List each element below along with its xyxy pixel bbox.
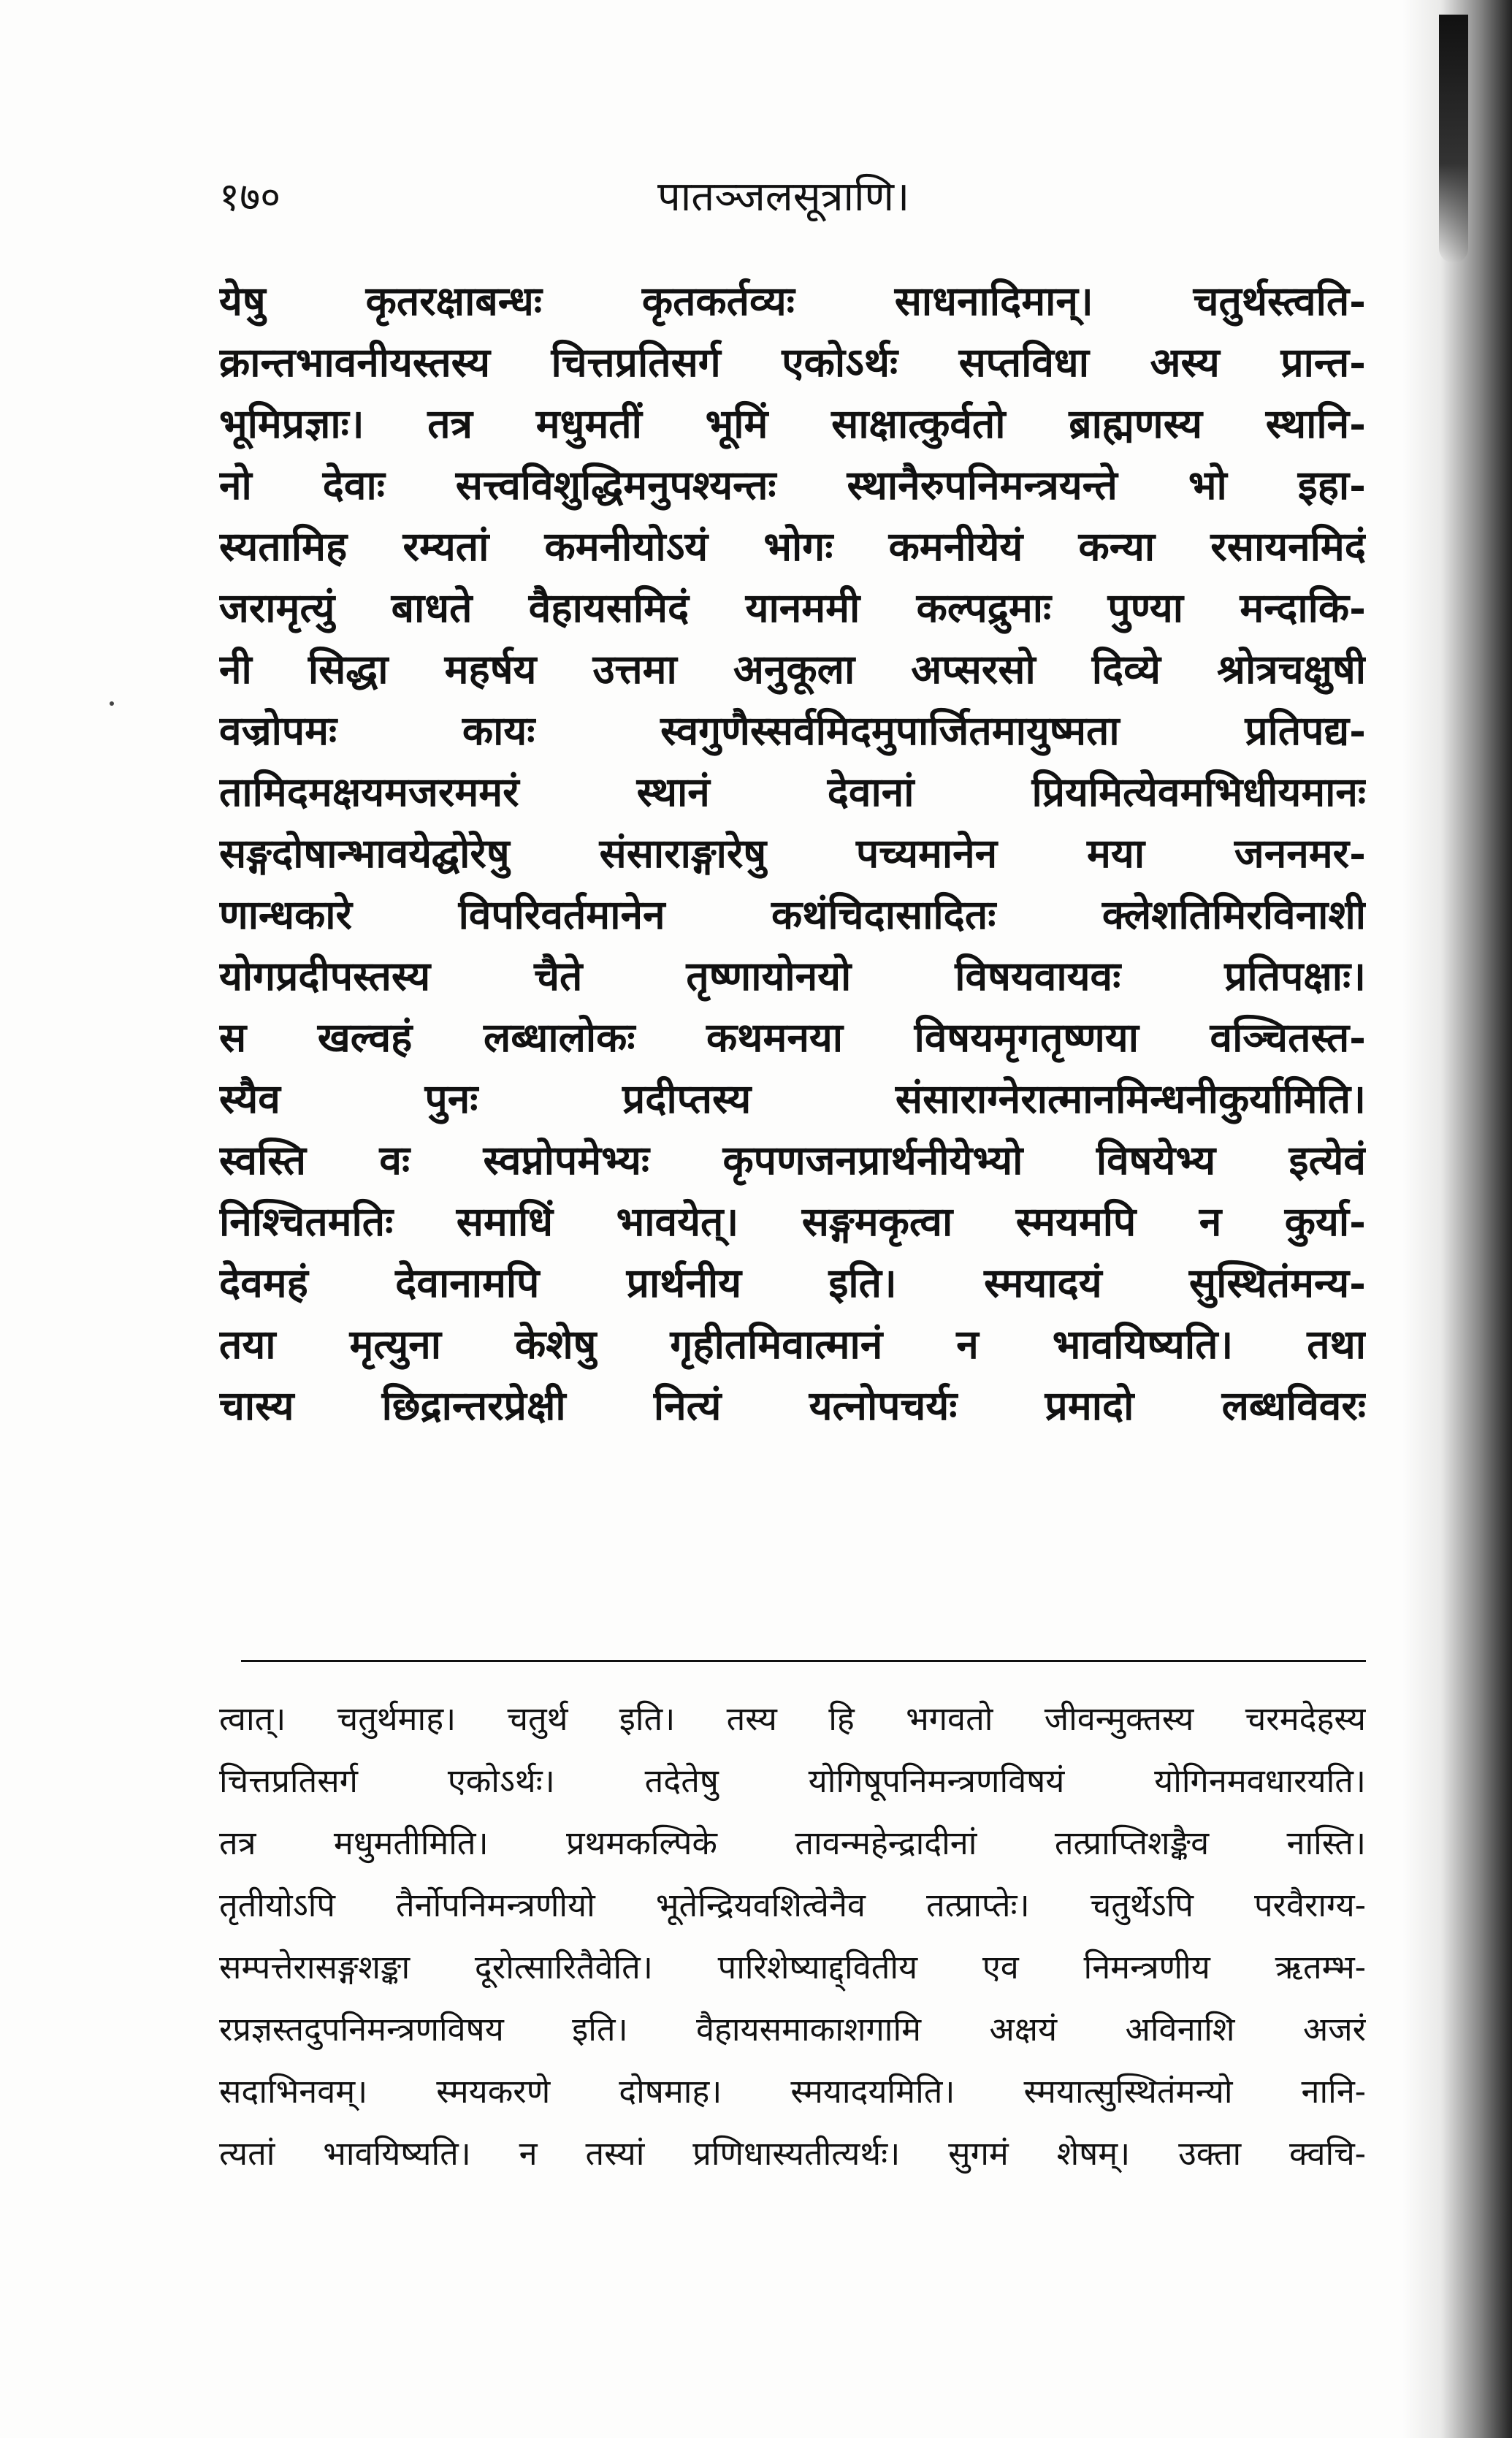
main-text-block xyxy=(219,270,1366,1436)
main-text-line: निश्चितमतिः समाधिं भावयेत्। सङ्गमकृत्वा स्मयमपि न कुर्या- xyxy=(219,1197,1366,1245)
commentary-block xyxy=(219,1688,1366,2184)
commentary-line: त्वात्। चतुर्थमाह। चतुर्थ इति। तस्य हि भगवतो जीवन्मुक्तस्य चरमदेहस्य xyxy=(219,1699,1366,1738)
main-text-line: णान्धकारे विपरिवर्तमानेन कथंचिदासादितः क्लेशतिमिरविनाशी xyxy=(219,891,1366,938)
commentary-line: चित्तप्रतिसर्ग एकोऽर्थः। तदेतेषु योगिषूपनिमन्त्रणविषयं योगिनमवधारयति। xyxy=(219,1761,1366,1800)
main-text-line: स खल्वहं लब्धालोकः कथमनया विषयमृगतृष्णया वञ्चितस्त- xyxy=(219,1013,1366,1061)
main-text-line: स्यैव पुनः प्रदीप्तस्य संसाराग्नेरात्मानमिन्धनीकुर्यामिति। xyxy=(219,1075,1366,1122)
running-title: पातञ्जलसूत्राणि। xyxy=(657,173,910,221)
main-text-line: स्यतामिह रम्यतां कमनीयोऽयं भोगः कमनीयेयं कन्या रसायनमिदं xyxy=(219,522,1366,570)
commentary-line: त्यतां भावयिष्यति। न तस्यां प्रणिधास्यतीत्यर्थः। सुगमं शेषम्। उक्ता क्वचि- xyxy=(219,2134,1366,2173)
main-text-line: क्रान्तभावनीयस्तस्य चित्तप्रतिसर्ग एकोऽर्थः सप्तविधा अस्य प्रान्त- xyxy=(219,338,1366,386)
main-text-line: वज्रोपमः कायः स्वगुणैस्सर्वमिदमुपार्जितमायुष्मता प्रतिपद्य- xyxy=(219,706,1366,754)
commentary-line: सम्पत्तेरासङ्गशङ्का दूरोत्सारितैवेति। पारिशेष्याद्द्वितीय एव निमन्त्रणीय ऋतम्भ- xyxy=(219,1948,1366,1986)
running-head xyxy=(219,164,1359,230)
main-text-line: चास्य छिद्रान्तरप्रेक्षी नित्यं यत्नोपचर्यः प्रमादो लब्धविवरः xyxy=(219,1382,1366,1429)
commentary-line: तत्र मधुमतीमिति। प्रथमकल्पिके तावन्महेन्द्रादीनां तत्प्राप्तिशङ्कैव नास्ति। xyxy=(219,1824,1366,1862)
main-text-line: तया मृत्युना केशेषु गृहीतमिवात्मानं न भावयिष्यति। तथा xyxy=(219,1320,1366,1368)
commentary-line: तृतीयोऽपि तैर्नोपनिमन्त्रणीयो भूतेन्द्रियवशित्वेनैव तत्प्राप्तेः। चतुर्थेऽपि परवैराग्य- xyxy=(219,1886,1366,1924)
binding-shadow xyxy=(1402,0,1512,2438)
commentary-line: रप्रज्ञस्तदुपनिमन्त्रणविषय इति। वैहायसमाकाशगामि अक्षयं अविनाशि अजरं xyxy=(219,2010,1366,2049)
main-text-line: येषु कृतरक्षाबन्धः कृतकर्तव्यः साधनादिमान्। चतुर्थस्त्वति- xyxy=(219,277,1366,324)
ink-speck xyxy=(110,701,114,706)
binding-edge xyxy=(1439,15,1468,263)
main-text-line: जरामृत्युं बाधते वैहायसमिदं यानममी कल्पद्रुमाः पुण्या मन्दाकि- xyxy=(219,584,1366,631)
footnote-divider xyxy=(241,1660,1366,1662)
main-text-line: नी सिद्धा महर्षय उत्तमा अनुकूला अप्सरसो दिव्ये श्रोत्रचक्षुषी xyxy=(219,645,1366,693)
commentary-line: सदाभिनवम्। स्मयकरणे दोषमाह। स्मयादयमिति। स्मयात्सुस्थितंमन्यो नानि- xyxy=(219,2072,1366,2111)
main-text-line: सङ्गदोषान्भावयेद्घोरेषु संसाराङ्गारेषु पच्यमानेन मया जननमर- xyxy=(219,829,1366,877)
main-text-line: योगप्रदीपस्तस्य चैते तृष्णायोनयो विषयवायवः प्रतिपक्षाः। xyxy=(219,952,1366,999)
main-text-line: नो देवाः सत्त्वविशुद्धिमनुपश्यन्तः स्थानैरुपनिमन्त्रयन्ते भो इहा- xyxy=(219,461,1366,508)
main-text-line: स्वस्ति वः स्वप्नोपमेभ्यः कृपणजनप्रार्थनीयेभ्यो विषयेभ्य इत्येवं xyxy=(219,1136,1366,1184)
main-text-line: देवमहं देवानामपि प्रार्थनीय इति। स्मयादयं सुस्थितंमन्य- xyxy=(219,1259,1366,1306)
main-text-line: तामिदमक्षयमजरममरं स्थानं देवानां प्रियमित्येवमभिधीयमानः xyxy=(219,768,1366,815)
page-number: १७० xyxy=(219,174,281,220)
main-text-line: भूमिप्रज्ञाः। तत्र मधुमतीं भूमिं साक्षात्कुर्वतो ब्राह्मणस्य स्थानि- xyxy=(219,400,1366,447)
